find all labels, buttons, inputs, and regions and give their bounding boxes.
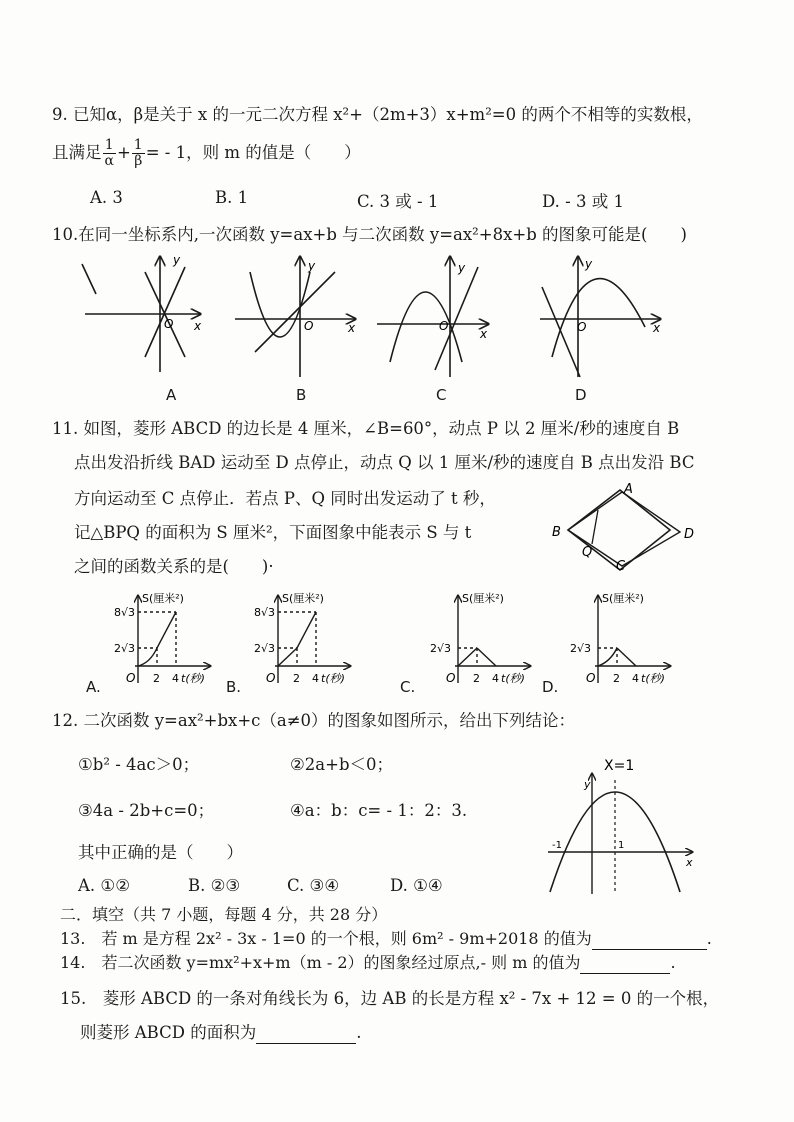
q11-line5: 之间的函数关系的是( )· [74, 557, 274, 576]
q9-option-a[interactable]: A. 3 [90, 188, 123, 207]
q12-ask: 其中正确的是（ ） [78, 843, 243, 862]
q12-conclusion-4: ④a：b：c= - 1：2：3. [290, 801, 468, 820]
q9-option-b[interactable]: B. 1 [215, 188, 249, 207]
q10-a-o: O [164, 317, 174, 331]
q14-answer-blank[interactable] [580, 955, 670, 974]
rhombus-label-b: B [552, 525, 561, 540]
q11-c-ylabel: S(厘米²) [462, 592, 504, 605]
q10-graph-c [377, 257, 488, 377]
q14-text: 14. 若二次函数 y=mx²+x+m（m - 2）的图象经过原点,- 则 m 的值为 [60, 953, 581, 972]
q11-line4: 记△BPQ 的面积为 S 厘米²，下面图象中能表示 S 与 t [74, 523, 472, 542]
q15-end: . [356, 1023, 362, 1042]
q11-option-c[interactable]: C. [400, 678, 416, 696]
q12-option-d[interactable]: D. ①④ [390, 876, 443, 895]
q12-conclusion-2: ②2a+b＜0； [290, 755, 394, 774]
q10-graph-a [82, 257, 200, 372]
q11-c-2r3: 2√3 [430, 642, 452, 655]
q10-graph-b [235, 257, 355, 377]
q11-line2: 点出发沿折线 BAD 运动至 D 点停止，动点 Q 以 1 厘米/秒的速度自 B 点出发沿 BC [74, 453, 695, 472]
q10-d-y: y [585, 257, 593, 271]
q11-option-b[interactable]: B. [226, 678, 242, 696]
q10-c-o: O [439, 319, 449, 333]
q9-line2 [52, 138, 361, 169]
q12-text: 12. 二次函数 y=ax²+bx+c（a≠0）的图象如图所示，给出下列结论： [52, 711, 576, 730]
q10-graph-d [540, 257, 660, 377]
rhombus-label-c: C [616, 559, 626, 574]
q12-conclusion-3: ③4a - 2b+c=0； [78, 801, 215, 820]
q10-graphs [70, 252, 710, 382]
q11-line3: 方向运动至 C 点停止．若点 P、Q 同时出发运动了 t 秒， [74, 489, 496, 508]
rhombus-label-q: Q [582, 545, 593, 560]
q12-option-c[interactable]: C. ③④ [287, 876, 340, 895]
q15-text: 则菱形 ABCD 的面积为 [80, 1023, 257, 1042]
q11-b-t4: 4 [312, 672, 319, 685]
q10-c-x: x [480, 327, 488, 341]
q11-option-a[interactable]: A. [86, 678, 101, 696]
q11-graph-c [455, 596, 530, 683]
q11-b-t2: 2 [293, 672, 300, 685]
q11-graph-b [275, 596, 350, 683]
q9-frac1 [103, 138, 116, 169]
q11-c-xlabel: t(秒) [501, 672, 525, 685]
q10-label-d[interactable]: D [575, 386, 587, 404]
q13-answer-blank[interactable] [592, 931, 707, 950]
q11-option-graphs [80, 588, 780, 693]
q11-graph-a [135, 596, 210, 683]
frac1-num: 1 [103, 138, 116, 154]
q15-answer-blank[interactable] [256, 1025, 356, 1044]
q11-rhombus-figure [540, 478, 720, 578]
q11-d-xlabel: t(秒) [641, 672, 665, 685]
q12-option-b[interactable]: B. ②③ [188, 876, 241, 895]
q11-a-o: O [126, 671, 136, 685]
q9-plus: + [116, 143, 131, 162]
q10-label-a[interactable]: A [166, 386, 177, 404]
q9-option-d[interactable]: D. - 3 或 1 [542, 192, 624, 211]
q11-b-ylabel: S(厘米²) [282, 592, 324, 605]
q9-line2-post: = - 1，则 m 的值是（ ） [145, 143, 361, 162]
q11-a-ylabel: S(厘米²) [142, 592, 184, 605]
q11-a-t4: 4 [172, 672, 179, 685]
q9-line1: 9. 已知α，β是关于 x 的一元二次方程 x²+（2m+3）x+m²=0 的两个不相等的实数根， [52, 105, 703, 124]
q12-symmetry-label: X=1 [604, 758, 635, 774]
frac1-den: α [104, 153, 114, 169]
q11-b-2r3: 2√3 [254, 642, 276, 655]
q12-axis-y: y [584, 778, 591, 791]
q11-d-2r3: 2√3 [570, 642, 592, 655]
q12-axis-x: x [686, 856, 693, 869]
frac2-num: 1 [133, 137, 143, 153]
q9-option-c[interactable]: C. 3 或 - 1 [357, 192, 439, 211]
q14-end: . [670, 953, 676, 972]
q11-line1: 11. 如图，菱形 ABCD 的边长是 4 厘米，∠B=60°，动点 P 以 2 厘米/秒的速度自 B [52, 419, 680, 438]
q11-b-o: O [266, 671, 276, 685]
q9-frac2 [132, 138, 145, 169]
q11-b-8r3: 8√3 [254, 606, 276, 619]
q11-a-xlabel: t(秒) [181, 672, 205, 685]
rhombus-label-a: A [624, 482, 633, 497]
q11-d-t4: 4 [632, 672, 639, 685]
q10-d-x: x [653, 321, 661, 335]
q10-label-b[interactable]: B [296, 386, 307, 404]
q12-tick-1: 1 [618, 840, 625, 851]
q10-b-y: y [308, 259, 316, 273]
q10-label-c[interactable]: C [436, 386, 447, 404]
q10-d-o: O [577, 320, 587, 334]
q11-c-t4: 4 [492, 672, 499, 685]
q11-d-t2: 2 [613, 672, 620, 685]
q11-c-t2: 2 [473, 672, 480, 685]
q12-tick-neg1: -1 [552, 840, 562, 851]
q12-parabola-figure [540, 752, 710, 897]
q10-b-o: O [304, 319, 314, 333]
q11-c-o: O [446, 671, 456, 685]
q11-a-t2: 2 [153, 672, 160, 685]
frac2-den: β [134, 153, 143, 169]
q11-b-xlabel: t(秒) [321, 672, 345, 685]
q15-line1: 15. 菱形 ABCD 的一条对角线长为 6，边 AB 的长是方程 x² - 7x + 12 = 0 的一个根， [60, 989, 720, 1008]
q11-a-8r3: 8√3 [114, 606, 136, 619]
q11-d-ylabel: S(厘米²) [602, 592, 644, 605]
rhombus-label-d: D [684, 527, 695, 542]
q11-graph-d [595, 596, 670, 683]
q14-line [60, 952, 676, 974]
q10-a-x: x [194, 319, 202, 333]
q10-a-y: y [173, 253, 181, 267]
q10-b-x: x [348, 321, 356, 335]
q9-line2-pre: 且满足 [52, 143, 102, 162]
q13-end: . [706, 929, 712, 948]
q11-a-2r3: 2√3 [114, 642, 136, 655]
q10-text: 10.在同一坐标系内,一次函数 y=ax+b 与二次函数 y=ax²+8x+b 的图象可能是( ) [52, 225, 687, 244]
q12-conclusion-1: ①b² - 4ac＞0； [78, 755, 200, 774]
q11-d-o: O [586, 671, 596, 685]
q15-line2 [80, 1022, 361, 1044]
q12-option-a[interactable]: A. ①② [78, 876, 130, 895]
q10-c-y: y [458, 261, 466, 275]
q11-option-d[interactable]: D. [542, 678, 559, 696]
section2-title: 二．填空（共 7 小题，每题 4 分，共 28 分） [60, 905, 388, 924]
q13-line [60, 928, 712, 950]
q13-text: 13. 若 m 是方程 2x² - 3x - 1=0 的一个根，则 6m² - 9m+2018 的值为 [60, 929, 592, 948]
